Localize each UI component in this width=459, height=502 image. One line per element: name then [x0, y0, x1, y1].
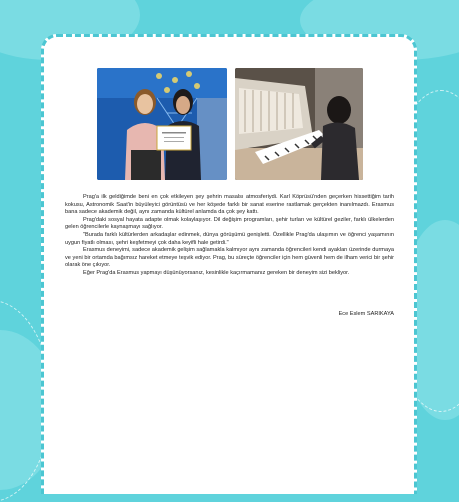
- article-paragraph: Eğer Prag'da Erasmus yapmayı düşünüyorsanız, kesinlikle kaçırmamanız gereken bir deneyim sizi bekliyor.: [83, 269, 350, 276]
- author-name: Ece Eslem SARIKAYA: [338, 311, 394, 317]
- certificate-photo-illustration: [97, 68, 227, 180]
- article-paragraph: Erasmus deneyimi, sadece akademik gelişim sağlamakla kalmıyor aynı zamanda öğrencileri kendi ayakları üzerinde durmaya ve yeni bir ortamda bağımsız hareket etmeye teşvik ediyor. Prag, bu süreçte öğrenciler için hem güvenli hem de ilham verici bir şehir olarak öne çıkıyor.: [65, 247, 394, 269]
- article-quote: "Burada farklı kültürlerden arkadaşlar edinmek, dünya görüşümü genişletti. Özellikle Prag'da ulaşımın ve öğrenci yaşamının uygun fiyatlı olması, şehri keşfetmeyi çok daha keyifli hale getirdi.": [65, 231, 394, 246]
- piano-photo-illustration: [235, 68, 363, 180]
- article-paragraph: Prag'a ilk geldiğimde beni en çok etkileyen şey şehrin masalsı atmosferiydi. Karl Köprüsü'nden geçerken hissettiğim tarih kokusu, Astronomik Saat'in büyüleyici görüntüsü ve her köşede farklı bir sanat eserine rastlamak gerçekten inanılmazdı. Erasmus bana sadece akademik değil, aynı zamanda kültürel anlamda da çok şey kattı.: [65, 194, 394, 216]
- piano-photo: [235, 68, 363, 180]
- article-paragraph: Prag'daki sosyal hayata adapte olmak kolaylaşıyor. Dil değişim programları, şehir turları ve kültürel geziler, farklı ülkelerden gelen öğrencilerle kaynaşmayı sağlıyor.: [65, 216, 394, 231]
- article-body: [65, 194, 394, 278]
- certificate-photo: [97, 68, 227, 180]
